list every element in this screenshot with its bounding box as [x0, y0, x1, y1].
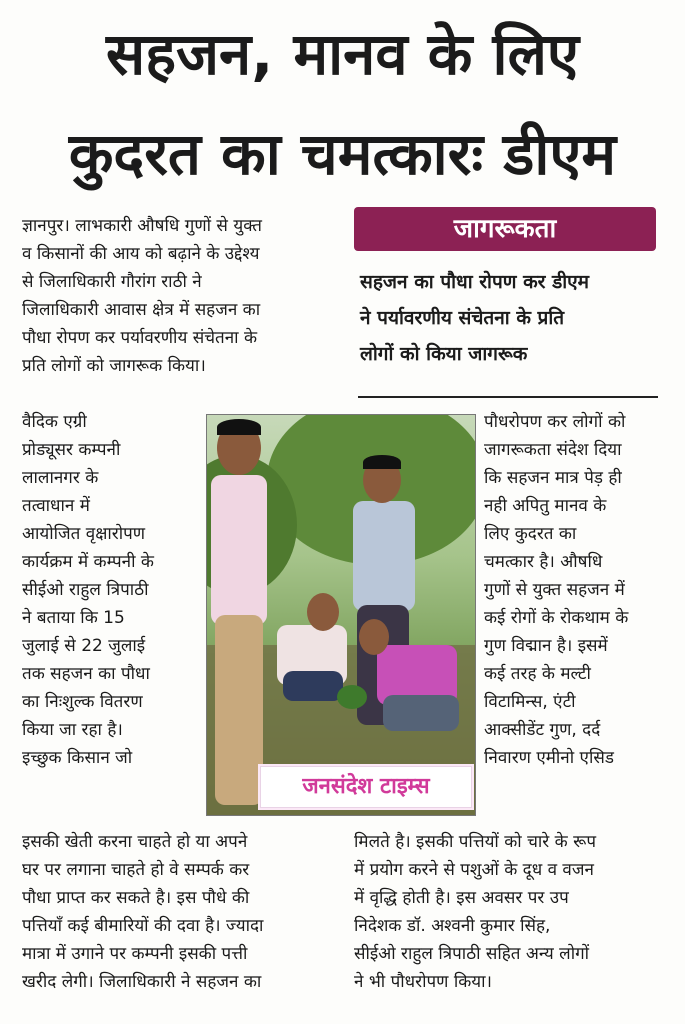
headline-line-1: सहजन, मानव के लिए — [106, 20, 579, 88]
lead-line: जिलाधिकारी आवास क्षेत्र में सहजन का — [22, 300, 261, 320]
right-col-line: पौधरोपण कर लोगों को — [484, 412, 626, 432]
left-column — [22, 408, 200, 772]
right-col-line: लिए कुदरत का — [484, 524, 577, 544]
left-col-line: सीईओ राहुल त्रिपाठी — [22, 580, 149, 600]
bottom-right-line: मिलते है। इसकी पत्तियों को चारे के रूप — [354, 832, 596, 852]
person-hair — [217, 419, 261, 435]
lead-paragraph — [22, 212, 340, 380]
lead-line: प्रति लोगों को जागरूक किया। — [22, 356, 206, 376]
bottom-left-line: इसकी खेती करना चाहते हो या अपने — [22, 832, 248, 852]
bottom-left-line: खरीद लेगी। जिलाधिकारी ने सहजन का — [22, 972, 262, 992]
subhead-line: सहजन का पौधा रोपण कर डीएम — [360, 271, 590, 293]
person-legs — [215, 615, 263, 805]
left-col-line: किया जा रहा है। — [22, 720, 123, 740]
bottom-right-line: में प्रयोग करने से पशुओं के दूध व वजन — [354, 860, 594, 880]
subheadline — [360, 264, 660, 372]
left-col-line: तक सहजन का पौधा — [22, 664, 150, 684]
bottom-left-paragraph — [22, 828, 340, 996]
person-hair — [363, 455, 401, 469]
headline-line-2: कुदरत का चमत्कारः डीएम — [68, 120, 617, 188]
right-column — [484, 408, 664, 772]
left-col-line: इच्छुक किसान जो — [22, 748, 133, 768]
left-col-line: आयोजित वृक्षारोपण — [22, 524, 146, 544]
right-col-line: कि सहजन मात्र पेड़ ही — [484, 468, 622, 488]
bottom-right-line: निदेशक डॉ. अश्वनी कुमार सिंह, — [354, 916, 551, 936]
bottom-left-line: मात्रा में उगाने पर कम्पनी इसकी पत्ती — [22, 944, 248, 964]
lead-line: से जिलाधिकारी गौरांग राठी ने — [22, 272, 202, 292]
right-col-line: निवारण एमीनो एसिड — [484, 748, 614, 768]
right-col-line: कई रोगों के रोकथाम के — [484, 608, 629, 628]
right-col-line: नही अपितु मानव के — [484, 496, 607, 516]
right-col-line: गुणों से युक्त सहजन में — [484, 580, 625, 600]
left-col-line: जुलाई से 22 जुलाई — [22, 636, 146, 656]
left-col-line: ने बताया कि 15 — [22, 608, 125, 628]
newspaper-watermark: जनसंदेश टाइम्स — [260, 766, 472, 808]
left-col-line: तत्वाधान में — [22, 496, 90, 516]
left-col-line: कार्यक्रम में कम्पनी के — [22, 552, 154, 572]
bottom-left-line: पौधा प्राप्त कर सकते है। इस पौधे की — [22, 888, 250, 908]
right-col-line: कई तरह के मल्टी — [484, 664, 591, 684]
left-col-line: प्रोड्यूसर कम्पनी — [22, 440, 121, 460]
subhead-line: ने पर्यावरणीय संचेतना के प्रति — [360, 307, 565, 329]
subhead-line: लोगों को किया जागरूक — [360, 343, 528, 365]
right-col-line: आक्सीडेंट गुण, दर्द — [484, 720, 601, 740]
lead-line: ज्ञानपुर। लाभकारी औषधि गुणों से युक्त — [22, 216, 262, 236]
lead-line: व किसानों की आय को बढ़ाने के उद्देश्य — [22, 244, 260, 264]
bottom-left-line: पत्तियाँ कई बीमारियों की दवा है। ज्यादा — [22, 916, 264, 936]
category-tag: जागरूकता — [354, 207, 656, 251]
left-col-line: लालानगर के — [22, 468, 99, 488]
bottom-right-line: में वृद्धि होती है। इस अवसर पर उप — [354, 888, 569, 908]
right-col-line: जागरूकता संदेश दिया — [484, 440, 622, 460]
bottom-right-line: ने भी पौधरोपण किया। — [354, 972, 492, 992]
right-col-line: चमत्कार है। औषधि — [484, 552, 603, 572]
bottom-right-paragraph — [354, 828, 666, 996]
bottom-left-line: घर पर लगाना चाहते हो वे सम्पर्क कर — [22, 860, 250, 880]
right-col-line: विटामिन्स, एंटी — [484, 692, 576, 712]
person-standing-right — [353, 501, 415, 611]
person-legs — [283, 671, 343, 701]
right-col-line: गुण विद्मान है। इसमें — [484, 636, 608, 656]
person-standing-left — [211, 475, 267, 625]
person-head — [359, 619, 389, 655]
sapling — [337, 685, 367, 709]
lead-line: पौधा रोपण कर पर्यावरणीय संचेतना के — [22, 328, 257, 348]
news-photo — [206, 414, 476, 816]
bottom-right-line: सीईओ राहुल त्रिपाठी सहित अन्य लोगों — [354, 944, 590, 964]
divider-rule — [358, 396, 658, 398]
person-head — [307, 593, 339, 631]
person-legs — [383, 695, 459, 731]
left-col-line: का निःशुल्क वितरण — [22, 692, 143, 712]
left-col-line: वैदिक एग्री — [22, 412, 87, 432]
